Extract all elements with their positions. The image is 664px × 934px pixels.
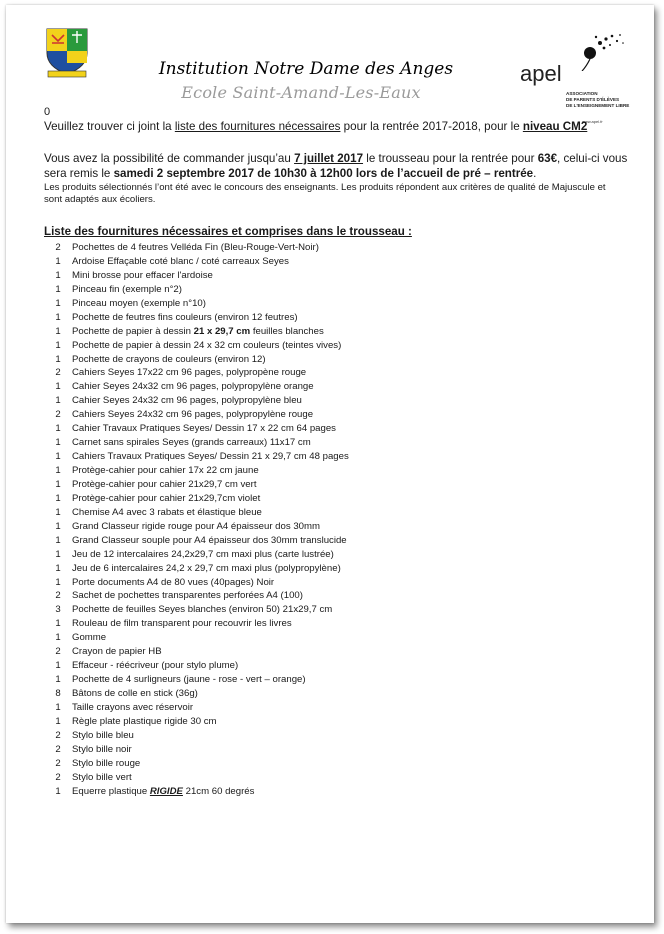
- order-paragraph: Vous avez la possibilité de commander jusqu’au 7 juillet 2017 le trousseau pour la rentrée pour 63€, celui-ci vous sera remis le samedi 2 septembre 2017 de 10h30 à 12h00 lors de l’accueil de pré – rentrée.: [44, 152, 628, 180]
- item-label: Bâtons de colle en stick (36g): [72, 688, 198, 699]
- list-item: [44, 353, 604, 367]
- item-label: Sachet de pochettes transparentes perforées A4 (100): [72, 590, 303, 602]
- item-label: Pochette de crayons de couleurs (environ 12): [72, 353, 266, 365]
- list-item: [44, 339, 604, 353]
- item-quantity: 2: [55, 729, 61, 741]
- item-label: Pochette de feuilles Seyes blanches (environ 50) 21x29,7 cm: [72, 604, 333, 616]
- item-label: Rouleau de film transparent pour recouvrir les livres: [72, 618, 292, 630]
- supply-list: [44, 241, 604, 799]
- item-label: Stylo bille vert: [72, 771, 132, 783]
- list-item: [44, 325, 604, 339]
- list-item: [44, 520, 604, 534]
- list-item: [44, 729, 604, 743]
- list-item: [44, 534, 604, 548]
- item-quantity: 1: [55, 701, 61, 713]
- item-quantity: 2: [55, 771, 61, 783]
- item-quantity: 1: [55, 269, 61, 281]
- item-label: Pochette de papier à dessin 24 x 32 cm couleurs (teintes vives): [72, 339, 342, 351]
- item-quantity: 1: [55, 632, 61, 644]
- item-label: Stylo bille rouge: [72, 757, 141, 769]
- list-item: [44, 562, 604, 576]
- item-quantity: 1: [55, 325, 61, 337]
- list-item: [44, 366, 604, 380]
- quality-note: Les produits sélectionnés l’ont été avec le concours des enseignants. Les produits répondent aux critères de qualité de Majuscule et sont adaptés aux écoliers.: [44, 182, 606, 205]
- item-label: Equerre plastique RIGIDE 21cm 60 degrés: [72, 785, 255, 797]
- list-item: [44, 645, 604, 659]
- item-quantity: 1: [55, 465, 61, 476]
- item-label: Cahier Seyes 24x32 cm 96 pages, polypropylène bleu: [72, 395, 302, 407]
- item-label: Cahier Seyes 24x32 cm 96 pages, polypropylène orange: [72, 381, 314, 393]
- item-label: Cahiers Travaux Pratiques Seyes/ Dessin 21 x 29,7 cm 48 pages: [72, 451, 349, 463]
- item-quantity: 1: [55, 534, 61, 546]
- item-label: Jeu de 6 intercalaires 24,2 x 29,7 cm maxi plus (polypropylène): [72, 562, 341, 574]
- item-label: Mini brosse pour effacer l'ardoise: [72, 269, 213, 281]
- school-subtitle: Ecole Saint-Amand-Les-Eaux: [181, 83, 421, 102]
- list-item: [44, 255, 604, 269]
- intro-paragraph: Veuillez trouver ci joint la liste des fournitures nécessaires pour la rentrée 2017-2018, pour le niveau CM2: [44, 120, 588, 133]
- item-quantity: 1: [55, 562, 61, 574]
- item-quantity: 1: [55, 255, 61, 267]
- item-quantity: 2: [55, 757, 61, 769]
- list-item: [44, 589, 604, 603]
- list-item: [44, 492, 604, 506]
- item-label: Pochette de feutres fins couleurs (environ 12 feutres): [72, 311, 298, 323]
- list-item: [44, 422, 604, 436]
- item-label: Carnet sans spirales Seyes (grands carreaux) 11x17 cm: [72, 437, 311, 449]
- list-item: [44, 701, 604, 715]
- list-item: [44, 771, 604, 785]
- item-label: Pochette de papier à dessin 21 x 29,7 cm feuilles blanches: [72, 325, 324, 337]
- item-quantity: 2: [55, 590, 61, 602]
- item-label: Stylo bille noir: [72, 743, 132, 755]
- item-label: Chemise A4 avec 3 rabats et élastique bleue: [72, 506, 262, 518]
- document-page: [6, 5, 654, 923]
- item-label: Cahier Travaux Pratiques Seyes/ Dessin 17 x 22 cm 64 pages: [72, 423, 336, 435]
- item-quantity: 1: [55, 506, 61, 518]
- item-quantity: 1: [55, 311, 61, 323]
- item-label: Règle plate plastique rigide 30 cm: [72, 715, 217, 727]
- list-item: [44, 631, 604, 645]
- list-item: [44, 450, 604, 464]
- list-item: [44, 617, 604, 631]
- list-item: [44, 603, 604, 617]
- item-quantity: 1: [55, 478, 61, 490]
- item-quantity: 3: [55, 604, 61, 616]
- list-item: [44, 757, 604, 771]
- page-marker: 0: [44, 106, 51, 118]
- list-item: [44, 715, 604, 729]
- item-label: Grand Classeur souple pour A4 épaisseur dos 30mm translucide: [72, 534, 347, 546]
- list-item: [44, 673, 604, 687]
- item-label: Porte documents A4 de 80 vues (40pages) Noir: [72, 576, 275, 588]
- list-item: [44, 269, 604, 283]
- apel-tagline: ASSOCIATION DE PARENTS D'ÉLÈVES DE L'ENSEIGNEMENT LIBRE: [566, 91, 630, 108]
- item-quantity: 1: [55, 437, 61, 449]
- item-quantity: 1: [55, 492, 61, 504]
- item-label: Pochettes de 4 feutres Velléda Fin (Bleu-Rouge-Vert-Noir): [72, 242, 319, 253]
- item-quantity: 1: [55, 339, 61, 351]
- item-label: Cahiers Seyes 17x22 cm 96 pages, polypropène rouge: [72, 367, 307, 379]
- list-item: [44, 743, 604, 757]
- item-quantity: 2: [55, 646, 61, 658]
- list-item: [44, 436, 604, 450]
- item-label: Crayon de papier HB: [72, 646, 162, 658]
- school-title: Institution Notre Dame des Anges: [158, 59, 454, 79]
- supply-list-title: Liste des fournitures nécessaires et comprises dans le trousseau :: [44, 225, 412, 238]
- item-quantity: 1: [55, 715, 61, 727]
- list-item: [44, 394, 604, 408]
- item-label: Ardoise Effaçable coté blanc / coté carreaux Seyes: [72, 255, 289, 267]
- item-label: Effaceur - réécriveur (pour stylo plume): [72, 660, 239, 672]
- list-item: [44, 241, 604, 255]
- item-quantity: 2: [55, 743, 61, 755]
- item-label: Cahiers Seyes 24x32 cm 96 pages, polypropylène rouge: [72, 409, 314, 421]
- list-item: [44, 785, 604, 799]
- list-item: [44, 506, 604, 520]
- list-item: [44, 576, 604, 590]
- item-quantity: 1: [55, 423, 61, 435]
- list-item: [44, 311, 604, 325]
- item-quantity: 1: [55, 353, 61, 365]
- item-quantity: 1: [55, 520, 61, 532]
- item-label: Protège-cahier pour cahier 21x29,7cm violet: [72, 492, 261, 504]
- apel-logo: [514, 31, 654, 126]
- item-quantity: 1: [55, 451, 61, 463]
- item-quantity: 1: [55, 674, 61, 686]
- item-label: Pinceau fin (exemple n°2): [72, 283, 182, 295]
- item-label: Gomme: [72, 632, 107, 644]
- list-item: [44, 297, 604, 311]
- list-item: [44, 408, 604, 422]
- item-quantity: 1: [55, 548, 61, 560]
- apel-wordmark: apel: [520, 61, 562, 86]
- list-item: [44, 464, 604, 478]
- item-quantity: 1: [55, 785, 61, 797]
- item-quantity: 8: [55, 688, 61, 699]
- list-item: [44, 283, 604, 297]
- item-label: Stylo bille bleu: [72, 729, 134, 741]
- item-quantity: 1: [55, 660, 61, 672]
- item-quantity: 1: [55, 618, 61, 630]
- item-quantity: 2: [55, 367, 61, 379]
- item-label: Pinceau moyen (exemple n°10): [72, 297, 206, 309]
- item-quantity: 1: [55, 576, 61, 588]
- item-quantity: 1: [55, 297, 61, 309]
- item-quantity: 2: [55, 409, 61, 421]
- list-item: [44, 659, 604, 673]
- list-item: [44, 380, 604, 394]
- item-quantity: 1: [55, 381, 61, 393]
- list-item: [44, 687, 604, 701]
- item-label: Jeu de 12 intercalaires 24,2x29,7 cm maxi plus (carte lustrée): [72, 548, 334, 560]
- list-item: [44, 548, 604, 562]
- item-quantity: 1: [55, 395, 61, 407]
- list-item: [44, 478, 604, 492]
- item-label: Protège-cahier pour cahier 17x 22 cm jaune: [72, 465, 259, 476]
- item-label: Taille crayons avec réservoir: [72, 701, 194, 713]
- item-label: Pochette de 4 surligneurs (jaune - rose - vert – orange): [72, 674, 306, 686]
- apel-url: www.apel.fr: [582, 119, 603, 124]
- item-quantity: 1: [55, 283, 61, 295]
- item-label: Grand Classeur rigide rouge pour A4 épaisseur dos 30mm: [72, 520, 320, 532]
- item-quantity: 2: [55, 242, 61, 253]
- item-label: Protège-cahier pour cahier 21x29,7 cm vert: [72, 478, 257, 490]
